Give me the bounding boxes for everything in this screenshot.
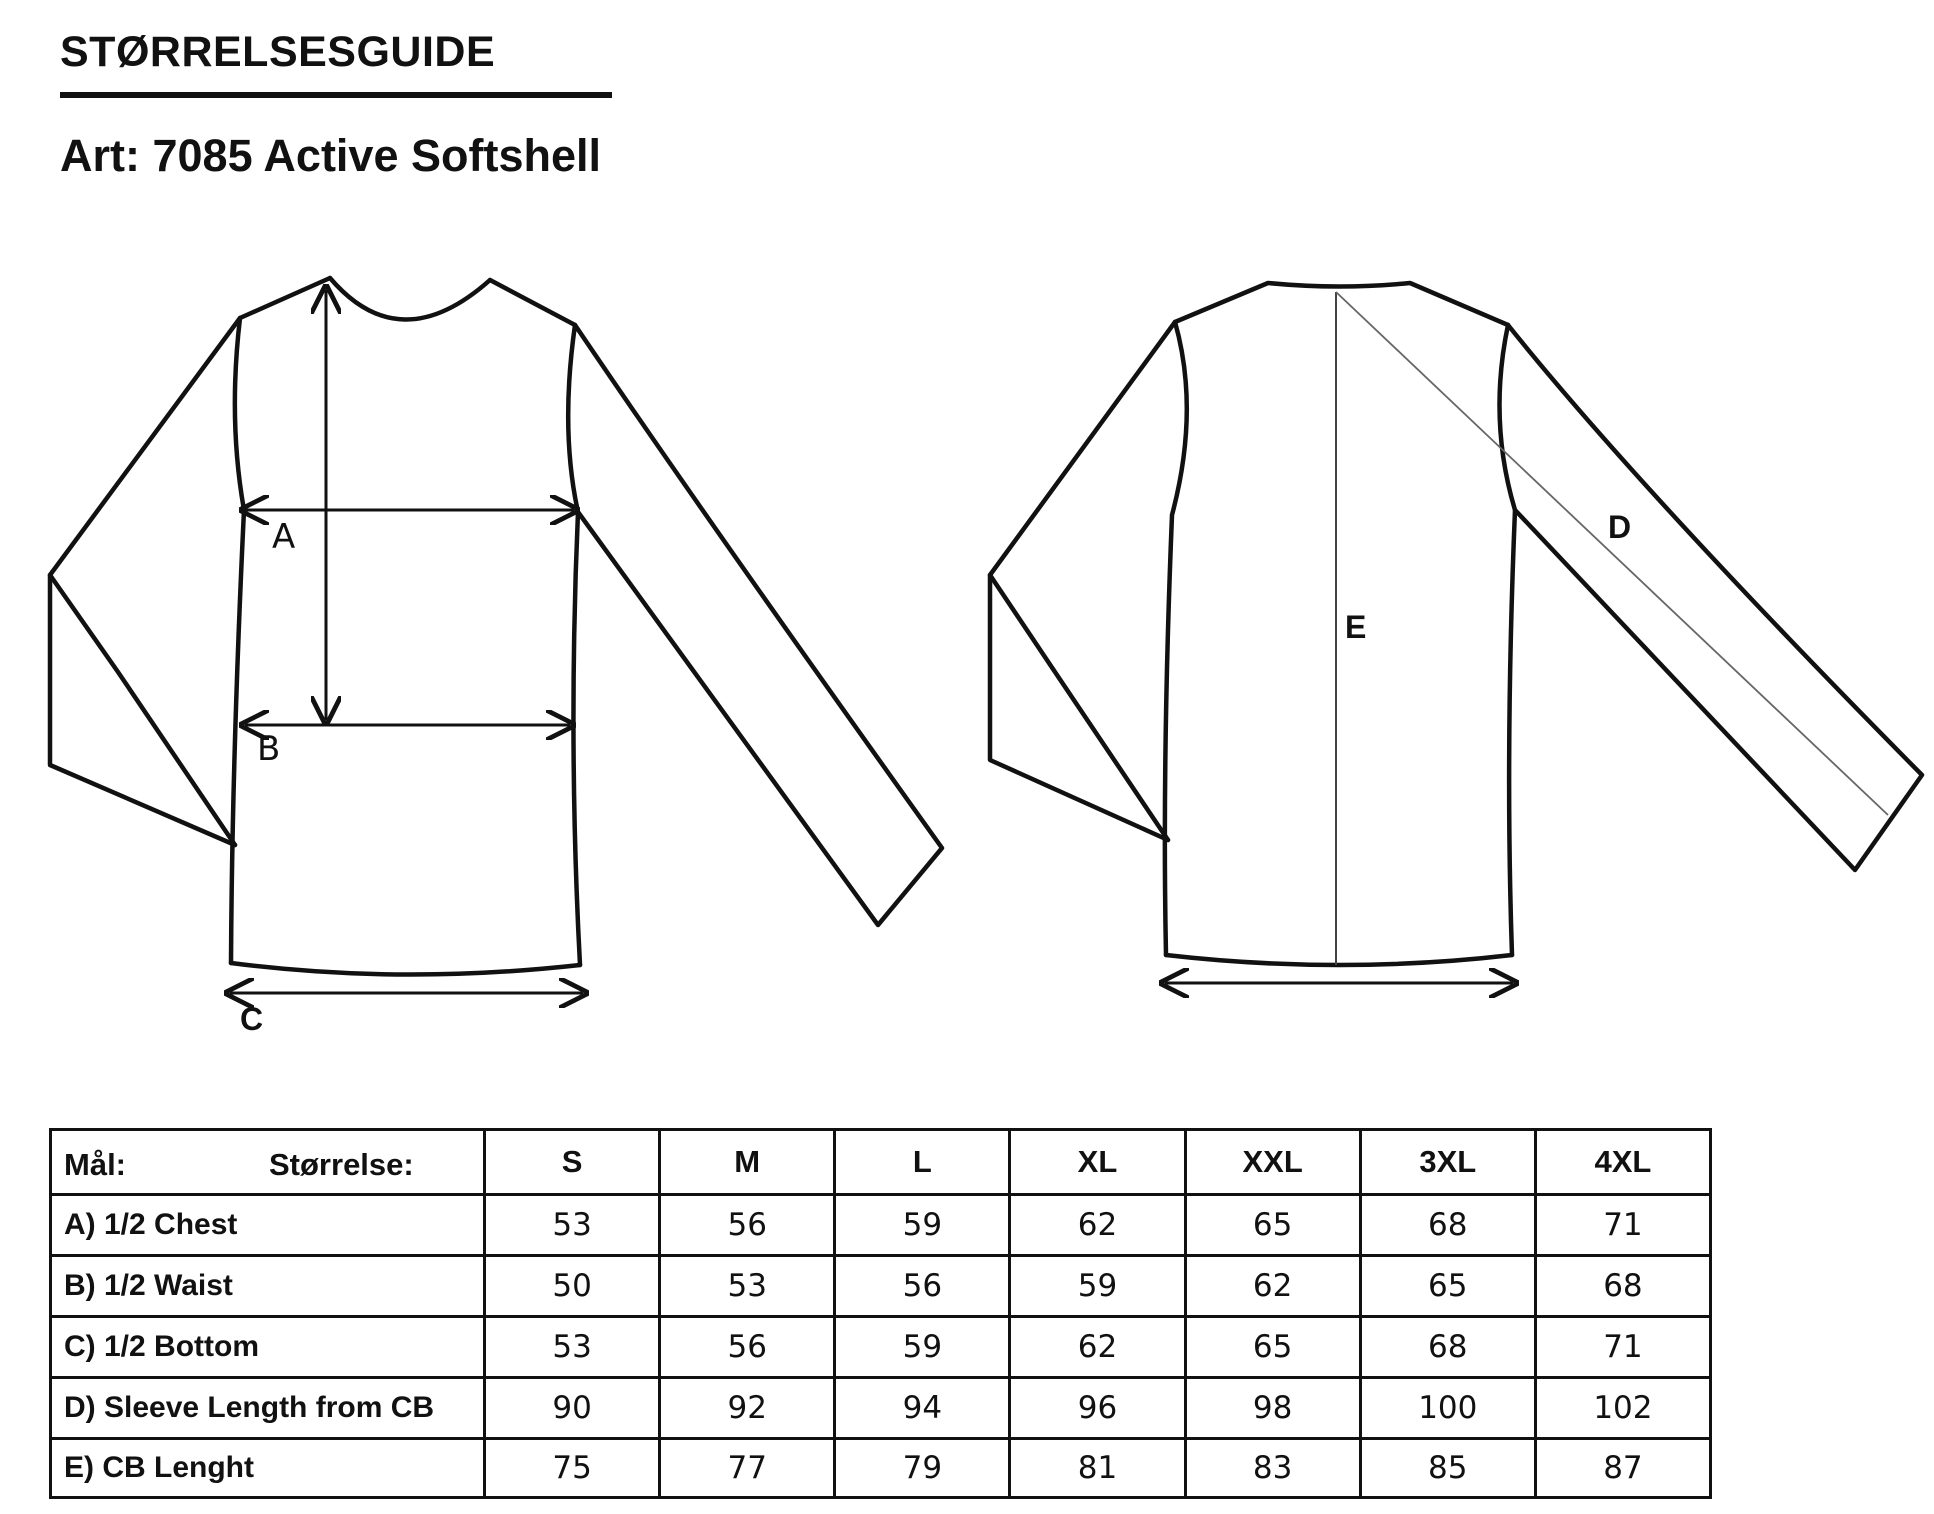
table-corner-header [51, 1130, 485, 1195]
table-cell: 62 [1010, 1317, 1185, 1378]
table-cell: 81 [1010, 1439, 1185, 1498]
size-table [49, 1128, 1712, 1499]
table-cell: 92 [660, 1378, 835, 1439]
size-col-header: XXL [1185, 1130, 1360, 1195]
measure-label-e: E [1345, 609, 1367, 645]
measure-label-d: D [1608, 509, 1632, 545]
row-label: D) Sleeve Length from CB [51, 1378, 485, 1439]
table-cell: 87 [1535, 1439, 1710, 1498]
size-col-header: S [485, 1130, 660, 1195]
table-cell: 56 [660, 1317, 835, 1378]
back-garment-drawing [990, 283, 1922, 965]
table-row [51, 1256, 1711, 1317]
page-title: STØRRELSESGUIDE [60, 28, 496, 76]
table-cell: 62 [1185, 1256, 1360, 1317]
table-row [51, 1378, 1711, 1439]
table-cell: 65 [1185, 1317, 1360, 1378]
size-col-header: XL [1010, 1130, 1185, 1195]
table-row [51, 1195, 1711, 1256]
size-heading: Størrelse: [269, 1147, 414, 1182]
table-cell: 65 [1185, 1195, 1360, 1256]
table-cell: 75 [485, 1439, 660, 1498]
back-measure-lines [1165, 292, 1888, 983]
table-cell: 94 [835, 1378, 1010, 1439]
measure-label-b: B [257, 729, 281, 769]
article-subtitle: Art: 7085 Active Softshell [60, 130, 602, 181]
front-measure-lines [230, 290, 583, 993]
table-cell: 71 [1535, 1317, 1710, 1378]
table-cell: 53 [485, 1195, 660, 1256]
front-garment-drawing [50, 278, 942, 975]
row-label: B) 1/2 Waist [51, 1256, 485, 1317]
table-row [51, 1439, 1711, 1498]
row-label: E) CB Lenght [51, 1439, 485, 1498]
table-cell: 71 [1535, 1195, 1710, 1256]
size-col-header: M [660, 1130, 835, 1195]
measure-heading: Mål: [64, 1147, 126, 1182]
table-cell: 90 [485, 1378, 660, 1439]
table-cell: 56 [660, 1195, 835, 1256]
size-header-row [51, 1130, 1711, 1195]
size-col-header: L [835, 1130, 1010, 1195]
table-row [51, 1317, 1711, 1378]
measure-label-a: A [272, 517, 296, 557]
table-cell: 102 [1535, 1378, 1710, 1439]
table-cell: 83 [1185, 1439, 1360, 1498]
size-col-header: 3XL [1360, 1130, 1535, 1195]
table-cell: 53 [660, 1256, 835, 1317]
table-cell: 62 [1010, 1195, 1185, 1256]
measure-label-c: C [240, 1001, 264, 1037]
table-cell: 65 [1360, 1256, 1535, 1317]
table-cell: 59 [1010, 1256, 1185, 1317]
table-cell: 68 [1360, 1195, 1535, 1256]
table-cell: 68 [1360, 1317, 1535, 1378]
table-cell: 98 [1185, 1378, 1360, 1439]
row-label: A) 1/2 Chest [51, 1195, 485, 1256]
table-cell: 85 [1360, 1439, 1535, 1498]
table-cell: 79 [835, 1439, 1010, 1498]
row-label: C) 1/2 Bottom [51, 1317, 485, 1378]
table-cell: 96 [1010, 1378, 1185, 1439]
table-cell: 100 [1360, 1378, 1535, 1439]
table-cell: 50 [485, 1256, 660, 1317]
table-cell: 56 [835, 1256, 1010, 1317]
table-cell: 77 [660, 1439, 835, 1498]
table-cell: 68 [1535, 1256, 1710, 1317]
table-cell: 59 [835, 1195, 1010, 1256]
table-cell: 59 [835, 1317, 1010, 1378]
size-col-header: 4XL [1535, 1130, 1710, 1195]
table-cell: 53 [485, 1317, 660, 1378]
